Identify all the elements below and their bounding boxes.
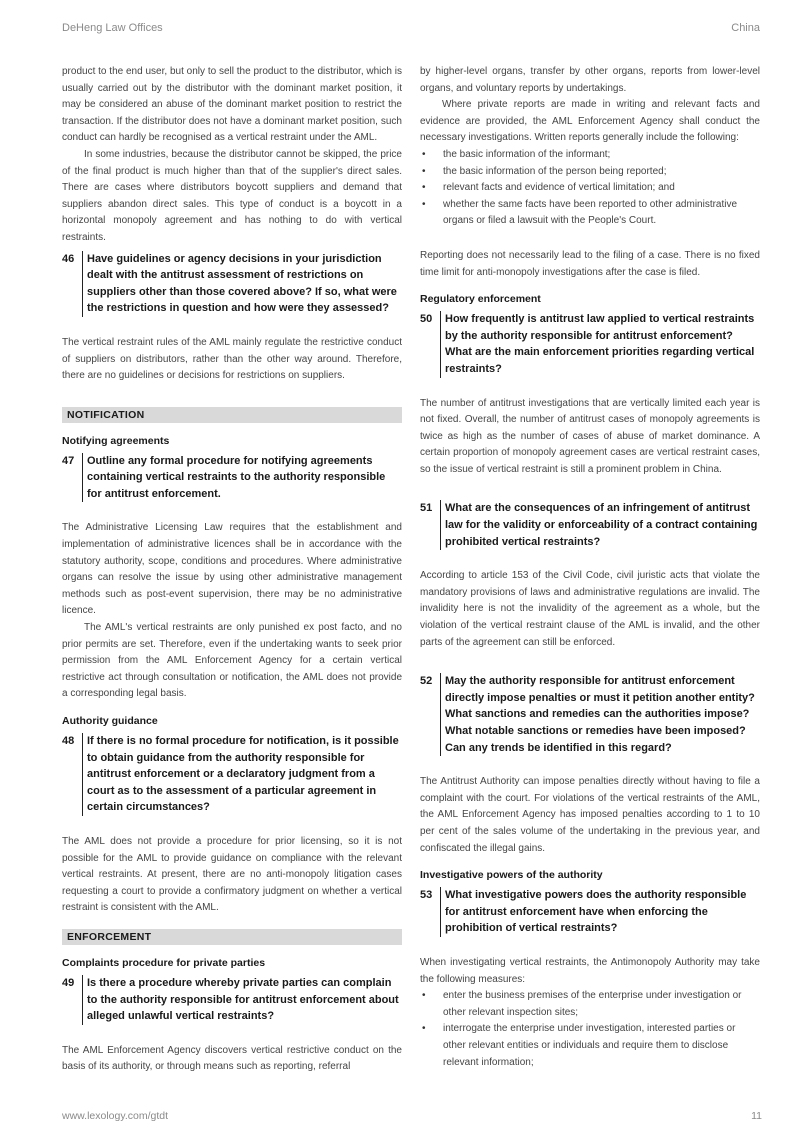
paragraph: by higher-level organs, transfer by other organs, reports from lower-level organs, and voluntary reports by undertakings. bbox=[420, 66, 760, 94]
answer-46: The vertical restraint rules of the AML mainly regulate the restrictive conduct of suppliers on distributors, rather than the other way around. Therefore, there are no guidelines or decisions for restrictions on suppliers. bbox=[62, 336, 402, 382]
question-number: 46 bbox=[62, 251, 83, 317]
section-heading-notification: NOTIFICATION bbox=[62, 407, 402, 423]
list-item: • relevant facts and evidence of vertical limitation; and bbox=[420, 180, 760, 197]
subheading-complaints-procedure: Complaints procedure for private parties bbox=[62, 956, 266, 969]
question-46 bbox=[62, 251, 402, 317]
question-text: If there is no formal procedure for notification, is it possible to obtain guidance from the authority responsible for antitrust enforcement or a declaratory judgment from a court as to the assessment of a particular agreement in certain circumstances? bbox=[87, 735, 399, 814]
question-number: 47 bbox=[62, 453, 83, 503]
question-50 bbox=[420, 311, 760, 377]
question-48 bbox=[62, 733, 402, 816]
paragraph: In some industries, because the distributor cannot be skipped, the price of the final product is much higher than that of the supplier's direct sales. There are cases where distributors boycott suppliers and demand that suppliers abandon direct sales. This type of conduct is a boycott in a horizontal monopoly agreement and has nothing to do with vertical restraints. bbox=[62, 148, 402, 243]
left-column bbox=[62, 64, 402, 1076]
bullet-list-investigative-measures bbox=[420, 988, 760, 1071]
question-number: 50 bbox=[420, 311, 441, 377]
question-text: Have guidelines or agency decisions in your jurisdiction dealt with the antitrust assessment of restrictions on suppliers other than those covered above? If so, what were the restrictions in question and how were they assessed? bbox=[87, 252, 397, 315]
question-number: 51 bbox=[420, 500, 441, 550]
paragraph: product to the end user, but only to sell the product to the distributor, which is usually carried out by the distributor with the dominant market position, it may be considered an abuse of the dominant market position to restrict the transaction. If the distributor does not have a dominant market position, such conduct can hardly be recognised as a vertical restraint under the AML. bbox=[62, 66, 402, 144]
answer-51: According to article 153 of the Civil Code, civil juristic acts that violate the mandatory provisions of laws and administrative regulations are invalid. The invalidity here is not the invalidity of the agreement as a whole, but the violation of the vertical restraint clause of the AML is invalid, and the other parts of the agreement can still be enforced. bbox=[420, 570, 760, 648]
list-item: • the basic information of the informant; bbox=[420, 147, 760, 164]
answer-47-paragraph: The Administrative Licensing Law requires that the establishment and implementation of administrative licences shall be in accordance with the statutory authority, scope, conditions and procedures. Where administrative organs can resolve the issue by using other administrative management methods such as post-event supervision, there may be no administrative licence. bbox=[62, 522, 402, 617]
subheading-authority-guidance: Authority guidance bbox=[62, 715, 158, 727]
question-number: 48 bbox=[62, 733, 83, 816]
subheading-regulatory-enforcement: Regulatory enforcement bbox=[420, 293, 541, 306]
list-item: • enter the business premises of the enterprise under investigation or other relevant inspection sites; bbox=[420, 988, 760, 1021]
question-number: 49 bbox=[62, 975, 83, 1025]
question-51 bbox=[420, 500, 760, 550]
bullet-list-report-contents bbox=[420, 147, 760, 230]
question-text: What are the consequences of an infringement of antitrust law for the validity or enforceability of a contract containing prohibited vertical restraints? bbox=[445, 502, 758, 548]
footer-url: www.lexology.com/gtdt bbox=[62, 1110, 169, 1122]
header-country: China bbox=[731, 22, 760, 34]
answer-53: When investigating vertical restraints, the Antimonopoly Authority may take the following measures: bbox=[420, 956, 760, 985]
question-text: How frequently is antitrust law applied to vertical restraints by the authority responsible for antitrust enforcement? What are the main enforcement priorities regarding vertical restraints? bbox=[445, 313, 755, 375]
paragraph: Where private reports are made in writing and relevant facts and evidence are provided, the AML Enforcement Agency shall conduct the necessary investigations. Written reports generally include the following: bbox=[420, 99, 760, 144]
list-item: • the basic information of the person being reported; bbox=[420, 164, 760, 181]
question-53 bbox=[420, 887, 760, 937]
answer-50: The number of antitrust investigations that are vertically limited each year is not fixed. Overall, the number of antitrust cases of monopoly agreements is twice as high as the number of cases of abuse of market dominance. A certain proportion of monopoly agreement cases are vertical restraint cases, so the issue of vertical restraint is still a prominent problem in China. bbox=[420, 397, 760, 475]
question-49 bbox=[62, 975, 402, 1025]
list-item: • whether the same facts have been reported to other administrative organs or filed a lawsuit with the People's Court. bbox=[420, 197, 760, 230]
question-text: May the authority responsible for antitrust enforcement directly impose penalties or must it petition another entity? What sanctions and remedies can the authorities impose? What notable sanctions or remedies have been imposed? Can any trends be identified in this regard? bbox=[445, 675, 755, 754]
question-text: Is there a procedure whereby private parties can complain to the authority responsible for antitrust enforcement about alleged unlawful vertical restraints? bbox=[87, 976, 399, 1023]
question-text: Outline any formal procedure for notifying agreements containing vertical restraints to the authority responsible for antitrust enforcement. bbox=[87, 454, 386, 500]
page-number: 11 bbox=[751, 1110, 762, 1122]
question-number: 53 bbox=[420, 887, 441, 937]
subheading-notifying-agreements: Notifying agreements bbox=[62, 434, 170, 447]
question-text: What investigative powers does the authority responsible for antitrust enforcement have when enforcing the prohibition of vertical restraints? bbox=[445, 889, 747, 935]
paragraph: Reporting does not necessarily lead to the filing of a case. There is no fixed time limit for anti-monopoly investigations after the case is filed. bbox=[420, 249, 760, 278]
question-47 bbox=[62, 453, 402, 503]
question-number: 52 bbox=[420, 673, 441, 756]
answer-49: The AML Enforcement Agency discovers vertical restrictive conduct on the basis of its authority, or through means such as reporting, referral bbox=[62, 1044, 402, 1073]
answer-52: The Antitrust Authority can impose penalties directly without having to file a complaint with the court. For violations of the vertical restraints of the AML, the AML Enforcement Agency has imposed penalties according to 1 to 10 per cent of the sales volume of the undertaking in the previous year, and confiscated the illegal gains. bbox=[420, 776, 760, 854]
list-item: • interrogate the enterprise under investigation, interested parties or other relevant entities or individuals and require them to disclose relevant information; bbox=[420, 1021, 760, 1071]
answer-47-paragraph: The AML's vertical restraints are only punished ex post facto, and no prior permits are set. Therefore, even if the undertaking wants to seek prior permission from the AML Enforcement Agency for a certain vertical restrictive act through consultation or notification, the AML does not provide a corresponding legal basis. bbox=[62, 622, 402, 700]
header-firm-name: DeHeng Law Offices bbox=[62, 22, 163, 34]
subheading-investigative-powers: Investigative powers of the authority bbox=[420, 869, 603, 882]
question-52 bbox=[420, 673, 760, 756]
section-heading-enforcement: ENFORCEMENT bbox=[62, 929, 402, 945]
answer-48: The AML does not provide a procedure for prior licensing, so it is not possible for the AML to provide guidance on compliance with the relevant vertical restraints. At present, there are no anti-monopoly litigation cases requesting a court to provide a confirmatory judgment on whether a vertical restraint is consistent with the AML. bbox=[62, 835, 402, 914]
right-column bbox=[420, 64, 760, 1071]
